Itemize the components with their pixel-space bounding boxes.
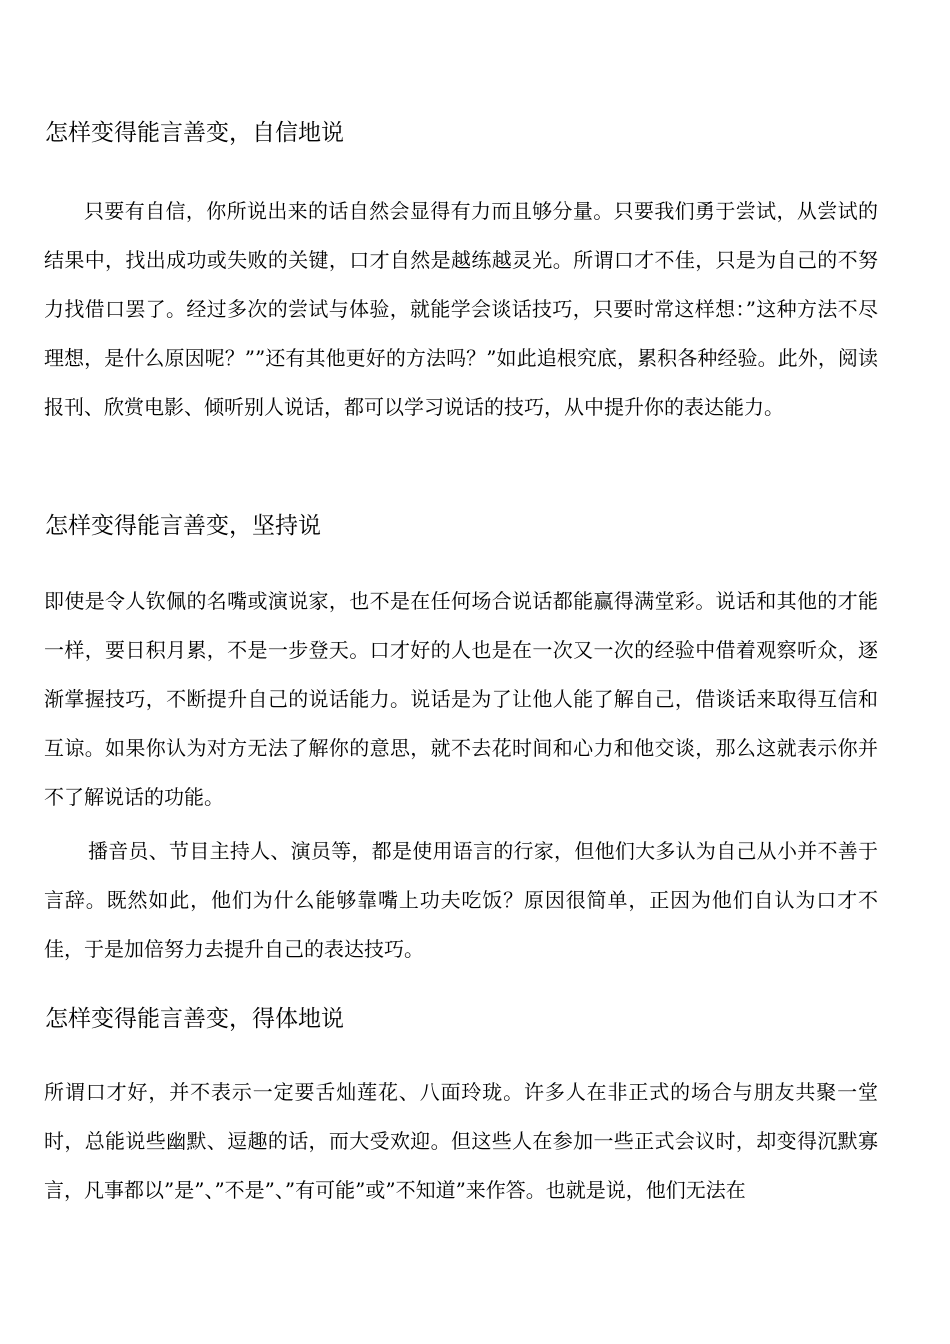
section-heading-confidence: 怎样变得能言善变，自信地说 bbox=[45, 120, 344, 146]
section-heading-appropriateness: 怎样变得能言善变，得体地说 bbox=[45, 1006, 344, 1032]
section-heading-persistence: 怎样变得能言善变，坚持说 bbox=[45, 513, 321, 539]
paragraph-confidence: 只要有自信，你所说出来的话自然会显得有力而且够分量。只要我们勇于尝试，从尝试的结果中，找出成功或失败的关键，口才自然是越练越灵光。所谓口才不佳，只是为自己的不努力找借口罢了。经过多次的尝试与体验，就能学会谈话技巧，只要时常这样想：”这种方法不尽理想，是什么原因呢？””还有其他更好的方法吗？”如此追根究底，累积各种经验。此外，阅读报刊、欣赏电影、倾听别人说话，都可以学习说话的技巧，从中提升你的表达能力。 bbox=[44, 199, 878, 419]
paragraph-persistence-1: 即使是令人钦佩的名嘴或演说家，也不是在任何场合说话都能赢得满堂彩。说话和其他的才能一样，要日积月累，不是一步登天。口才好的人也是在一次又一次的经验中借着观察听众，逐渐掌握技巧，不断提升自己的说话能力。说话是为了让他人能了解自己，借谈话来取得互信和互谅。如果你认为对方无法了解你的意思，就不去花时间和心力和他交谈，那么这就表示你并不了解说话的功能。 bbox=[44, 589, 878, 809]
paragraph-persistence-2: 播音员、节目主持人、演员等，都是使用语言的行家，但他们大多认为自己从小并不善于言辞。既然如此，他们为什么能够靠嘴上功夫吃饭？原因很简单，正因为他们自认为口才不佳，于是加倍努力去提升自己的表达技巧。 bbox=[44, 839, 878, 961]
paragraph-appropriateness: 所谓口才好，并不表示一定要舌灿莲花、八面玲珑。许多人在非正式的场合与朋友共聚一堂时，总能说些幽默、逗趣的话，而大受欢迎。但这些人在参加一些正式会议时，却变得沉默寡言，凡事都以”是”、”不是”、”有可能”或”不知道”来作答。也就是说，他们无法在 bbox=[44, 1080, 878, 1202]
